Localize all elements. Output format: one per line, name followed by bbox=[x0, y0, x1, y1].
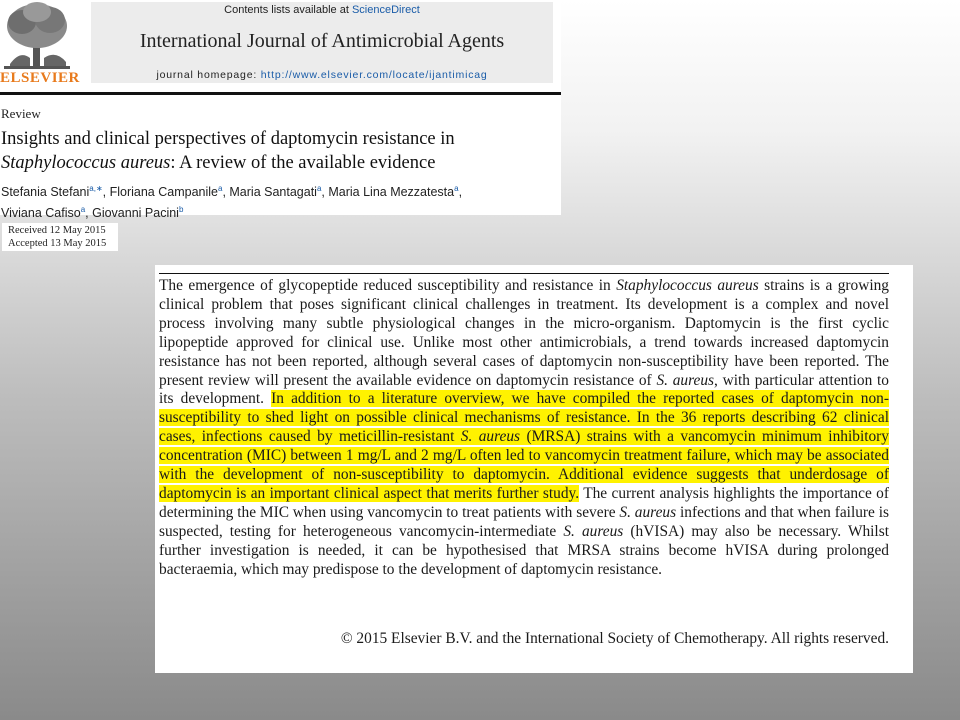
sciencedirect-link[interactable]: ScienceDirect bbox=[351, 4, 420, 16]
abstract-panel bbox=[155, 265, 913, 673]
journal-banner bbox=[91, 2, 553, 83]
author[interactable]: Maria Lina Mezzatesta$^a$ bbox=[328, 184, 459, 200]
abstract-text: The emergence of glycopeptide reduced susceptibility and resistance in Staphylococcus aureus strains is a growing clinical problem that poses significant clinical challenges in treatment. Its development is a complex and novel process involving many subtle physiological changes in the micro-organism. Daptomycin is the first cyclic lipopeptide approved for clinical use. Unlike most other antimicrobials, a trend towards increased daptomycin resistance has not been reported, although several cases of daptomycin non-susceptibility have been reported. The present review will present the available evidence on daptomycin resistance of S. aureus, with particular attention to its development. In addition to a literature overview, we have compiled the reported cases of daptomycin non-susceptibility to shed light on possible clinical mechanisms of resistance. In the 36 reports describing 62 clinical cases, infections caused by meticillin-resistant S. aureus (MRSA) strains with a vancomycin minimum inhibitory concentration (MIC) between 1 mg/L and 2 mg/L often led to vancomycin treatment failure, which may be associated with the development of non-susceptibility to daptomycin. Additional evidence suggests that underdosage of daptomycin is an important clinical aspect that merits further study. The current analysis highlights the importance of determining the MIC when using vancomycin to treat patients with severe S. aureus infections and that when failure is suspected, testing for heterogeneous vancomycin-intermediate S. aureus (hVISA) may also be necessary. Whilst further investigation is needed, it can be hypothesised that MRSA strains become hVISA during prolonged bacteraemia, which may predispose to the development of daptomycin resistance. bbox=[159, 277, 890, 578]
paper-title: Insights and clinical perspectives of daptomycin resistance in Staphylococcus aureus: A review of the available evidence bbox=[1, 129, 455, 173]
journal-homepage-link[interactable]: http://www.elsevier.com/locate/ijantimicag bbox=[260, 69, 488, 81]
author[interactable]: Stefania Stefani$^{a,∗}$ bbox=[1, 184, 103, 200]
article-type: Review bbox=[1, 106, 41, 121]
article-header bbox=[0, 0, 561, 221]
header-divider bbox=[0, 92, 561, 95]
author[interactable]: Maria Santagati$^a$ bbox=[229, 184, 322, 200]
author[interactable]: Floriana Campanile$^a$ bbox=[109, 184, 223, 200]
abstract-divider bbox=[159, 273, 889, 274]
copyright-notice: © 2015 Elsevier B.V. and the International Society of Chemotherapy. All rights reserved. bbox=[340, 630, 889, 647]
elsevier-tree-logo-icon bbox=[0, 0, 80, 88]
journal-title: International Journal of Antimicrobial Agents bbox=[139, 30, 505, 52]
article-dates bbox=[2, 223, 118, 251]
highlighted-passage: In addition to a literature overview, we have compiled the reported cases of daptomycin non-susceptibility to shed light on possible clinical mechanisms of resistance. In the 36 reports describing 62 clinical cases, infections caused by meticillin-resistant S. aureus (MRSA) strains with a vancomycin minimum inhibitory concentration (MIC) between 1 mg/L and 2 mg/L often led to vancomycin treatment failure, which may be associated with the development of non-susceptibility to daptomycin. Additional evidence suggests that underdosage of daptomycin is an important clinical aspect that merits further study. bbox=[159, 390, 890, 502]
elsevier-logo-text: ELSEVIER bbox=[0, 70, 80, 86]
author-list: Stefania Stefani$^{a,∗}$, Floriana Campanile$^a$, Maria Santagati$^a$, Maria Lina Mezzatesta$^a$, Viviana Cafiso$^a$, Giovanni Pacini$^b$ bbox=[1, 184, 463, 221]
homepage-line: journal homepage: http://www.elsevier.com/locate/ijantimicag bbox=[156, 69, 488, 81]
accepted-date: Accepted 13 May 2015 bbox=[8, 238, 107, 249]
received-date: Received 12 May 2015 bbox=[8, 225, 106, 236]
contents-line: Contents lists available at ScienceDirect bbox=[224, 4, 420, 16]
author[interactable]: Giovanni Pacini$^b$ bbox=[92, 205, 184, 221]
author[interactable]: Viviana Cafiso$^a$ bbox=[1, 205, 86, 221]
